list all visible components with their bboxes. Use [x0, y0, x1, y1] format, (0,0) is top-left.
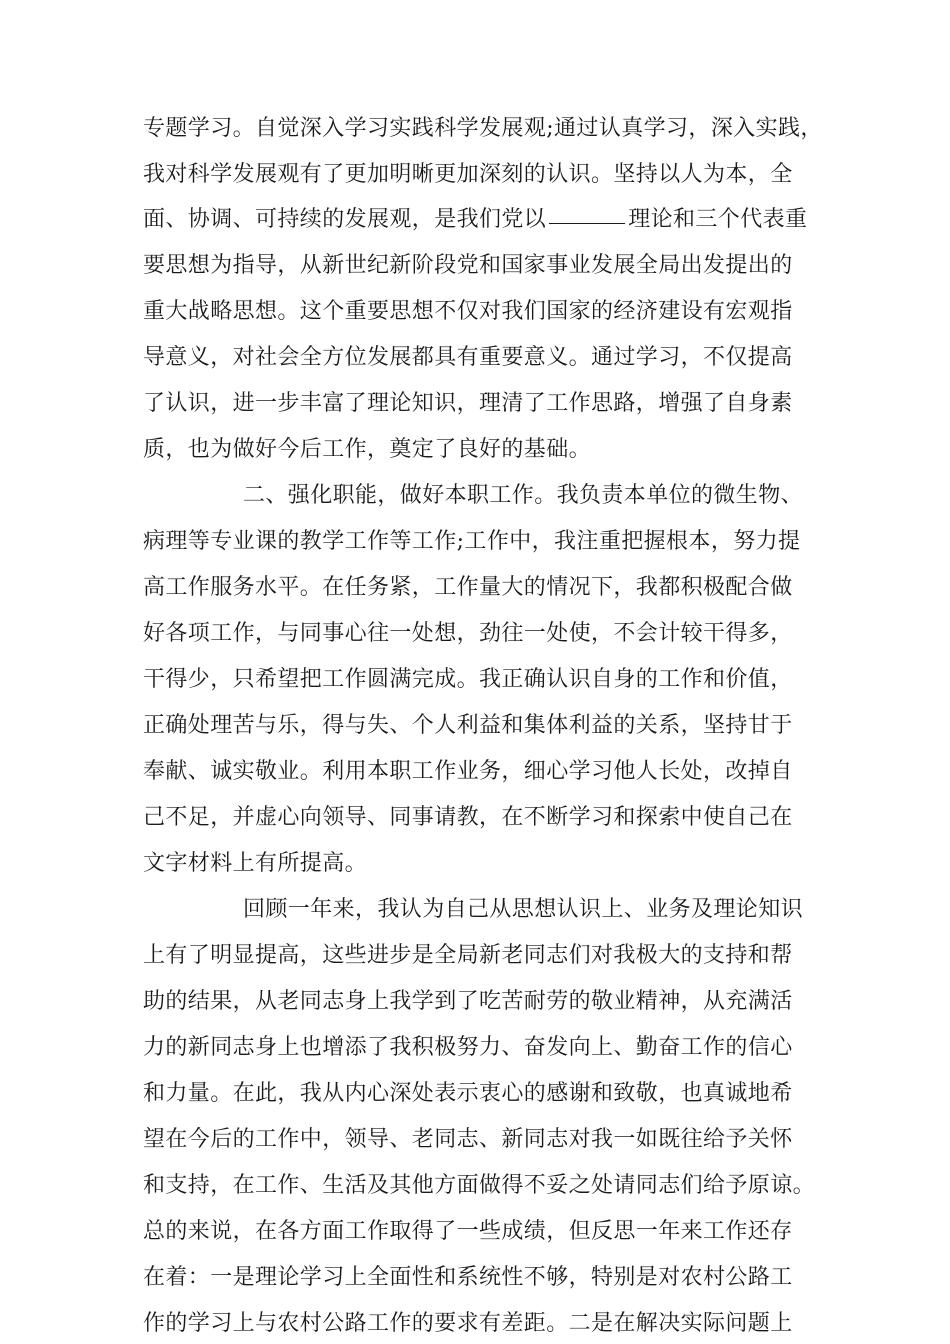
- body-text-line: 和支持，在工作、生活及其他方面做得不妥之处请同志们给予原谅。: [143, 1173, 816, 1198]
- body-text-line: 望在今后的工作中，领导、老同志、新同志对我一如既往给予关怀: [143, 1127, 793, 1152]
- body-text-line: 干得少，只希望把工作圆满完成。我正确认识自身的工作和价值，: [143, 667, 793, 692]
- body-text-line: 质，也为做好今后工作，奠定了良好的基础。: [143, 437, 592, 462]
- paragraph-first-line: 回顾一年来，我认为自己从思想认识上、业务及理论知识: [243, 897, 804, 922]
- paragraph-first-line: 二、强化职能，做好本职工作。我负责本单位的微生物、: [243, 483, 804, 508]
- body-text-line: 总的来说，在各方面工作取得了一些成绩，但反思一年来工作还存: [143, 1219, 793, 1244]
- body-text-line: 专题学习。自觉深入学习实践科学发展观;通过认真学习，深入实践，: [143, 116, 823, 141]
- body-text-line: 重大战略思想。这个重要思想不仅对我们国家的经济建设有宏观指: [143, 299, 793, 324]
- body-text-line: 正确处理苦与乐，得与失、个人利益和集体利益的关系，坚持甘于: [143, 713, 793, 738]
- body-text-line-with-blank: [143, 205, 807, 235]
- body-text-line: 己不足，并虚心向领导、同事请教，在不断学习和探索中使自己在: [143, 805, 793, 830]
- body-text-line: 我对科学发展观有了更加明晰更加深刻的认识。坚持以人为本，全: [143, 162, 793, 187]
- body-text-line: 好各项工作，与同事心往一处想，劲往一处使，不会计较干得多，: [143, 621, 793, 646]
- body-text-line: 在着：一是理论学习上全面性和系统性不够，特别是对农村公路工: [143, 1265, 793, 1290]
- body-text-line: 文字材料上有所提高。: [143, 851, 368, 876]
- body-text-line: 病理等专业课的教学工作等工作;工作中，我注重把握根本，努力提: [143, 529, 801, 554]
- body-text-line: 了认识，进一步丰富了理论知识，理清了工作思路，增强了自身素: [143, 391, 793, 416]
- body-text-segment: 理论和三个代表重: [628, 207, 808, 232]
- body-text-line: 奉献、诚实敬业。利用本职工作业务，细心学习他人长处，改掉自: [143, 759, 793, 784]
- body-text-line: 上有了明显提高，这些进步是全局新老同志们对我极大的支持和帮: [143, 943, 793, 968]
- fill-in-blank: [549, 222, 625, 224]
- body-text-line: 要思想为指导，从新世纪新阶段党和国家事业发展全局出发提出的: [143, 253, 793, 278]
- body-text-line: 作的学习上与农村公路工作的要求有差距。二是在解决实际问题上: [143, 1311, 793, 1336]
- body-text-line: 助的结果，从老同志身上我学到了吃苦耐劳的敬业精神，从充满活: [143, 989, 793, 1014]
- body-text-segment: 面、协调、可持续的发展观，是我们党以: [143, 207, 547, 232]
- body-text-line: 力的新同志身上也增添了我积极努力、奋发向上、勤奋工作的信心: [143, 1035, 793, 1060]
- body-text-line: 高工作服务水平。在任务紧，工作量大的情况下，我都积极配合做: [143, 575, 793, 600]
- body-text-line: 和力量。在此，我从内心深处表示衷心的感谢和致敬，也真诚地希: [143, 1081, 793, 1106]
- body-text-line: 导意义，对社会全方位发展都具有重要意义。通过学习，不仅提高: [143, 345, 793, 370]
